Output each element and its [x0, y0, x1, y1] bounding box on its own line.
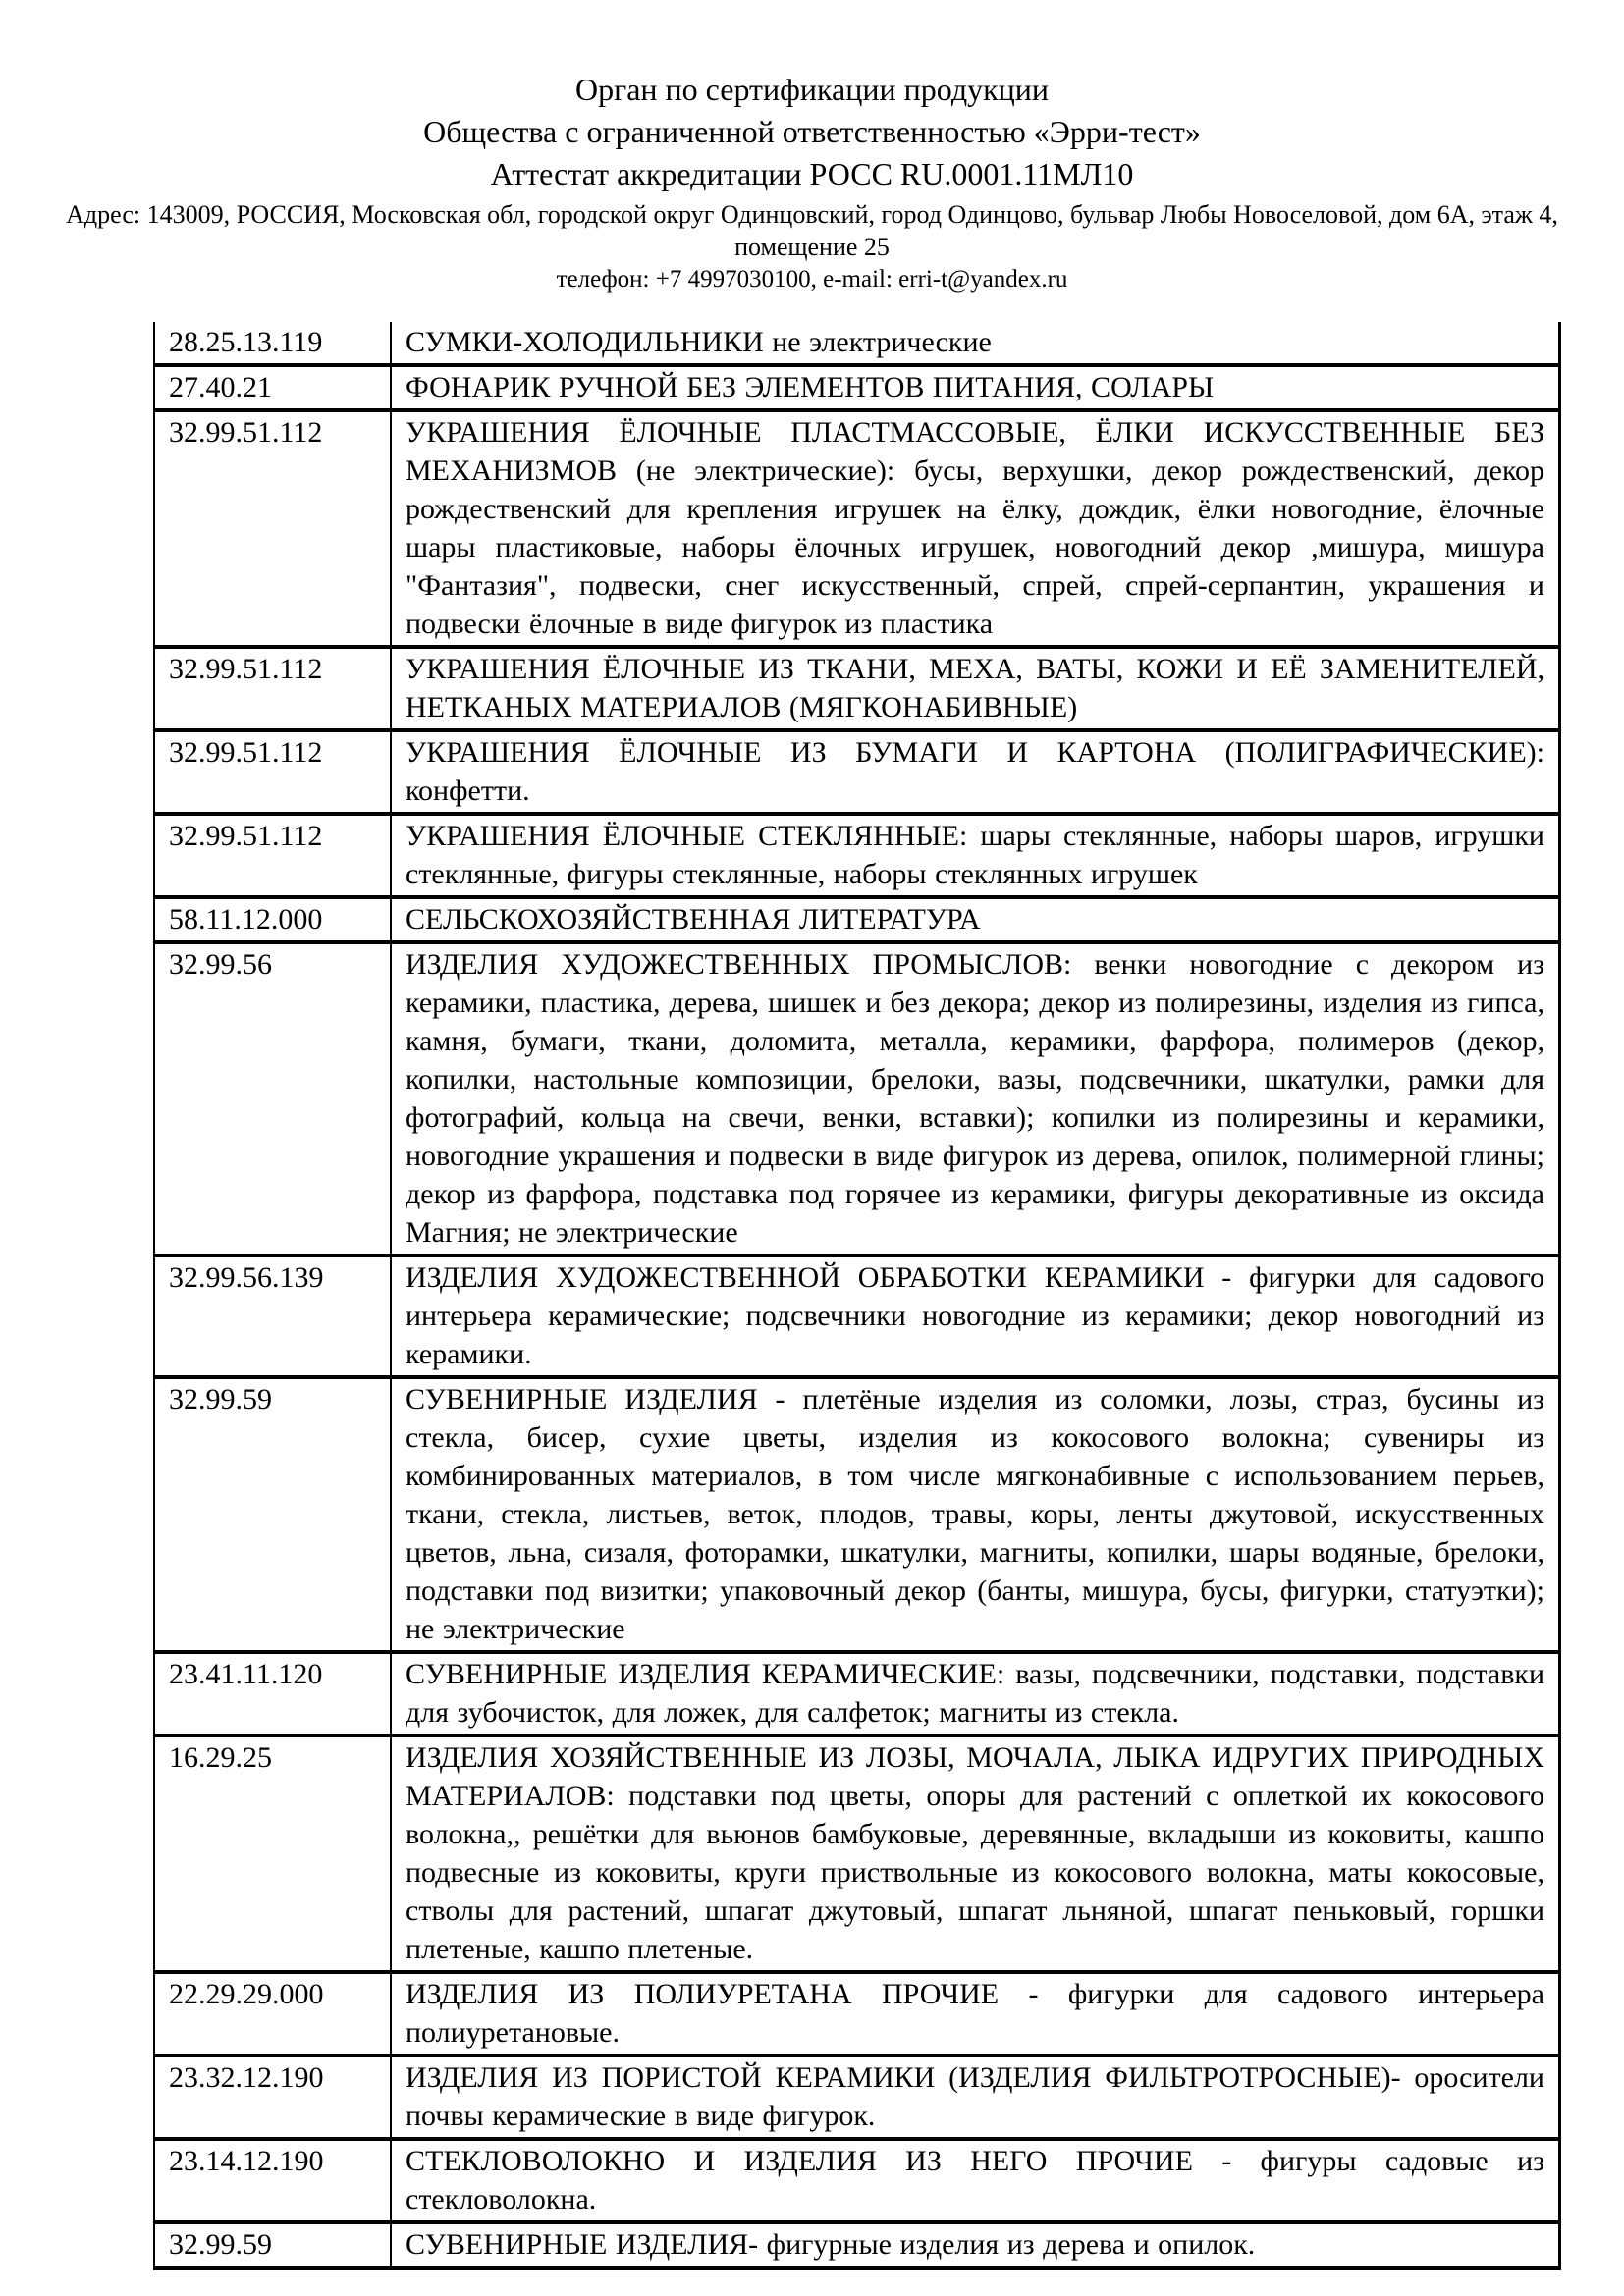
table-row: [154, 322, 1560, 365]
description-cell: СЕЛЬСКОХОЗЯЙСТВЕННАЯ ЛИТЕРАТУРА: [391, 897, 1560, 942]
document-header: [0, 0, 1624, 296]
description-cell: ИЗДЕЛИЯ ИЗ ПОЛИУРЕТАНА ПРОЧИЕ - фигурки для садового интерьера полиуретановые.: [391, 1972, 1560, 2056]
table-row: [154, 410, 1560, 647]
table-row: [154, 1652, 1560, 1735]
table-row: [154, 897, 1560, 942]
product-codes-table: [153, 322, 1561, 2270]
description-cell: УКРАШЕНИЯ ЁЛОЧНЫЕ ИЗ БУМАГИ И КАРТОНА (ПОЛИГРАФИЧЕСКИЕ): конфетти.: [391, 730, 1560, 814]
table-row: [154, 1735, 1560, 1972]
contact-line: телефон: +7 4997030100, e-mail: erri-t@yandex.ru: [556, 266, 1068, 293]
address-line1: Адрес: 143009, РОССИЯ, Московская обл, городской округ Одинцовский, город Одинцово, бульвар Любы Новоселовой, дом 6А, этаж 4,: [66, 200, 1558, 229]
org-title-line1: Орган по сертификации продукции: [574, 72, 1050, 107]
table-row: [154, 1255, 1560, 1377]
code-cell: 32.99.51.112: [154, 410, 391, 647]
description-cell: СУВЕНИРНЫЕ ИЗДЕЛИЯ - плетёные изделия из соломки, лозы, страз, бусины из стекла, бисер, сухие цветы, изделия из кокосового волокна; сувениры из комбинированных материалов, в том числе мягконабивные с использованием перьев, ткани, стекла, листьев, веток, плодов, травы, коры, ленты джутовой, искусственных цветов, льна, сизаля, фоторамки, шкатулки, магниты, копилки, шары водяные, брелоки, подставки под визитки; упаковочный декор (банты, мишура, бусы, фигурки, статуэтки); не электрические: [391, 1377, 1560, 1652]
description-cell: УКРАШЕНИЯ ЁЛОЧНЫЕ ИЗ ТКАНИ, МЕХА, ВАТЫ, КОЖИ И ЕЁ ЗАМЕНИТЕЛЕЙ, НЕТКАНЫХ МАТЕРИАЛОВ (МЯГКОНАБИВНЫЕ): [391, 647, 1560, 730]
description-cell: СУВЕНИРНЫЕ ИЗДЕЛИЯ КЕРАМИЧЕСКИЕ: вазы, подсвечники, подставки, подставки для зубочисток, для ложек, для салфеток; магниты из стекла.: [391, 1652, 1560, 1735]
table-row: [154, 2056, 1560, 2139]
code-cell: 16.29.25: [154, 1735, 391, 1972]
code-cell: 32.99.51.112: [154, 730, 391, 814]
product-codes-table-body: [154, 322, 1560, 2269]
code-cell: 23.41.11.120: [154, 1652, 391, 1735]
code-cell: 27.40.21: [154, 365, 391, 410]
table-row: [154, 647, 1560, 730]
table-row: [154, 1377, 1560, 1652]
code-cell: 58.11.12.000: [154, 897, 391, 942]
table-row: [154, 365, 1560, 410]
code-cell: 32.99.56: [154, 942, 391, 1255]
address-line2: помещение 25: [734, 233, 890, 261]
table-row: [154, 2222, 1560, 2269]
description-cell: УКРАШЕНИЯ ЁЛОЧНЫЕ ПЛАСТМАССОВЫЕ, ЁЛКИ ИСКУССТВЕННЫЕ БЕЗ МЕХАНИЗМОВ (не электрические): бусы, верхушки, декор рождественский, декор рождественский для крепления игрушек на ёлку, дождик, ёлки новогодние, ёлочные шары пластиковые, наборы ёлочных игрушек, новогодний декор ,мишура, мишура "Фантазия", подвески, снег искусственный, спрей, спрей-серпантин, украшения и подвески ёлочные в виде фигурок из пластика: [391, 410, 1560, 647]
code-cell: 23.14.12.190: [154, 2139, 391, 2222]
description-cell: СТЕКЛОВОЛОКНО И ИЗДЕЛИЯ ИЗ НЕГО ПРОЧИЕ - фигуры садовые из стекловолокна.: [391, 2139, 1560, 2222]
accreditation-line: Аттестат аккредитации РОСС RU.0001.11МЛ10: [490, 156, 1134, 191]
code-cell: 22.29.29.000: [154, 1972, 391, 2056]
code-cell: 28.25.13.119: [154, 322, 391, 365]
code-cell: 32.99.59: [154, 1377, 391, 1652]
code-cell: 23.32.12.190: [154, 2056, 391, 2139]
description-cell: ИЗДЕЛИЯ ИЗ ПОРИСТОЙ КЕРАМИКИ (ИЗДЕЛИЯ ФИЛЬТРОТРОСНЫЕ)- оросители почвы керамические в виде фигурок.: [391, 2056, 1560, 2139]
description-cell: СУМКИ-ХОЛОДИЛЬНИКИ не электрические: [391, 322, 1560, 365]
table-row: [154, 942, 1560, 1255]
description-cell: ИЗДЕЛИЯ ХУДОЖЕСТВЕННЫХ ПРОМЫСЛОВ: венки новогодние с декором из керамики, пластика, дерева, шишек и без декора; декор из полирезины, изделия из гипса, камня, бумаги, ткани, доломита, металла, керамики, фарфора, полимеров (декор, копилки, настольные композиции, брелоки, вазы, подсвечники, шкатулки, рамки для фотографий, кольца на свечи, венки, вставки); копилки из полирезины и керамики, новогодние украшения и подвески в виде фигурок из дерева, опилок, полимерной глины; декор из фарфора, подставка под горячее из керамики, фигуры декоративные из оксида Магния; не электрические: [391, 942, 1560, 1255]
code-cell: 32.99.59: [154, 2222, 391, 2269]
code-cell: 32.99.51.112: [154, 814, 391, 897]
table-row: [154, 730, 1560, 814]
table-row: [154, 1972, 1560, 2056]
table-row: [154, 2139, 1560, 2222]
description-cell: ИЗДЕЛИЯ ХОЗЯЙСТВЕННЫЕ ИЗ ЛОЗЫ, МОЧАЛА, ЛЫКА ИДРУГИХ ПРИРОДНЫХ МАТЕРИАЛОВ: подставки под цветы, опоры для растений с оплеткой их кокосового волокна,, решётки для вьюнов бамбуковые, деревянные, вкладыши из коковиты, кашпо подвесные из коковиты, круги приствольные из кокосового волокна, маты кокосовые, стволы для растений, шпагат джутовый, шпагат льняной, шпагат пеньковый, горшки плетеные, кашпо плетеные.: [391, 1735, 1560, 1972]
description-cell: СУВЕНИРНЫЕ ИЗДЕЛИЯ- фигурные изделия из дерева и опилок.: [391, 2222, 1560, 2269]
description-cell: УКРАШЕНИЯ ЁЛОЧНЫЕ СТЕКЛЯННЫЕ: шары стеклянные, наборы шаров, игрушки стеклянные, фигуры стеклянные, наборы стеклянных игрушек: [391, 814, 1560, 897]
code-cell: 32.99.51.112: [154, 647, 391, 730]
description-cell: ИЗДЕЛИЯ ХУДОЖЕСТВЕННОЙ ОБРАБОТКИ КЕРАМИКИ - фигурки для садового интерьера керамические; подсвечники новогодние из керамики; декор новогодний из керамики.: [391, 1255, 1560, 1377]
table-row: [154, 814, 1560, 897]
code-cell: 32.99.56.139: [154, 1255, 391, 1377]
description-cell: ФОНАРИК РУЧНОЙ БЕЗ ЭЛЕМЕНТОВ ПИТАНИЯ, СОЛАРЫ: [391, 365, 1560, 410]
org-title-line2: Общества с ограниченной ответственностью «Эрри-тест»: [423, 114, 1201, 149]
